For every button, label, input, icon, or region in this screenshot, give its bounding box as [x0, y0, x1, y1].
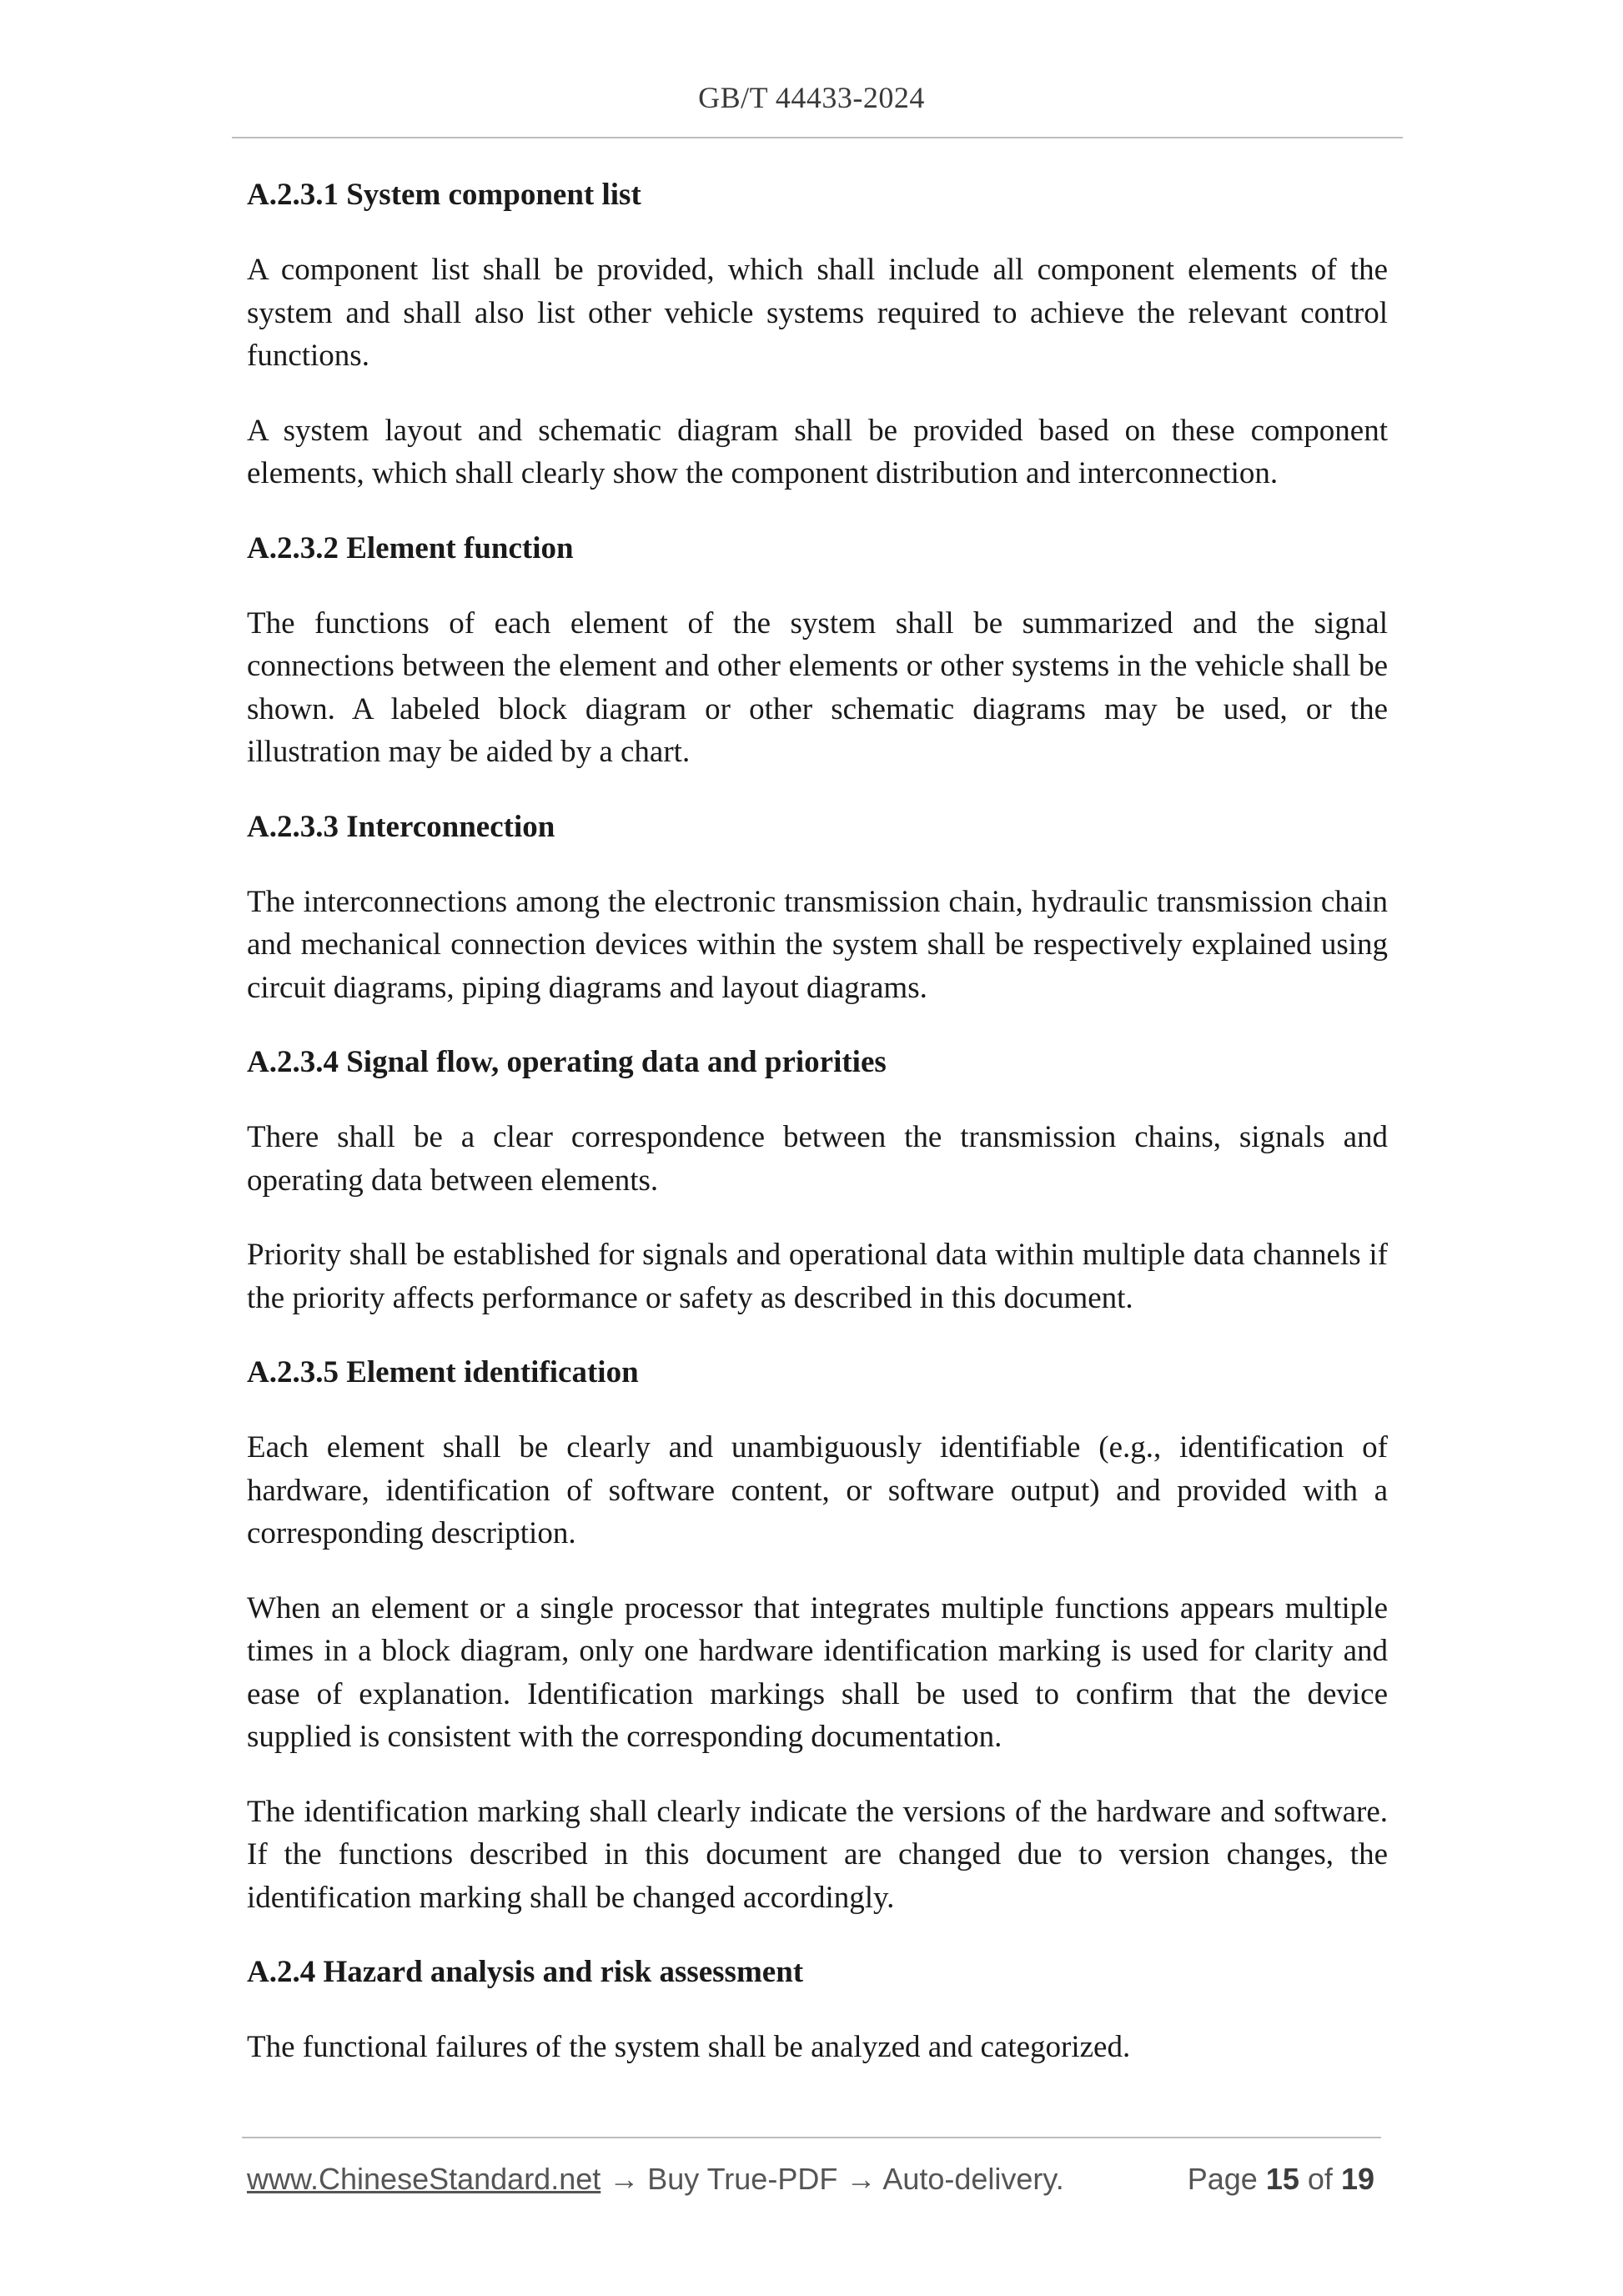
document-body [247, 173, 1388, 2101]
current-page: 15 [1265, 2162, 1299, 2196]
paragraph: The identification marking shall clearly indicate the versions of the hardware and software. If the functions described in this document are changed due to version changes, the identification marking shall be changed accordingly. [247, 1794, 1388, 1915]
footer-promo [247, 2156, 1064, 2203]
of-label: of [1307, 2162, 1333, 2196]
paragraph: The interconnections among the electronic transmission chain, hydraulic transmission chain and mechanical connection devices within the system shall be respectively explained using circuit diagrams, piping diagrams and layout diagrams. [247, 884, 1388, 1005]
paragraph: A system layout and schematic diagram shall be provided based on these component elements, which shall clearly show the component distribution and interconnection. [247, 413, 1388, 490]
paragraph: When an element or a single processor that integrates multiple functions appears multiple times in a block diagram, only one hardware identification marking is used for clarity and ease of explanation. Identification markings shall be used to confirm that the device supplied is consistent with the corresponding documentation. [247, 1590, 1388, 1754]
section-heading: A.2.3.2 Element function [247, 530, 574, 565]
paragraph: The functions of each element of the system shall be summarized and the signal connections between the element and other elements or other systems in the vehicle shall be shown. A labeled block diagram or other schematic diagrams may be used, or the illustration may be aided by a chart. [247, 605, 1388, 769]
total-pages: 19 [1340, 2162, 1374, 2196]
section-heading: A.2.3.1 System component list [247, 178, 641, 212]
section-heading: A.2.3.4 Signal flow, operating data and priorities [247, 1045, 887, 1079]
section-heading: A.2.3.5 Element identification [247, 1355, 639, 1389]
paragraph: A component list shall be provided, which shall include all component elements of the system and shall also list other vehicle systems required to achieve the relevant control functions. [247, 253, 1388, 373]
paragraph: Each element shall be clearly and unambiguously identifiable (e.g., identification of hardware, identification of software content, or software output) and provided with a corresponding description. [247, 1430, 1388, 1550]
paragraph: The functional failures of the system shall be analyzed and categorized. [247, 2030, 1131, 2064]
document-id-header: GB/T 44433-2024 [698, 81, 925, 114]
page-label: Page [1187, 2162, 1258, 2196]
header-divider [232, 137, 1403, 138]
footer-promo-text: → Buy True-PDF → Auto-delivery. [600, 2162, 1064, 2196]
website-link[interactable]: www.ChineseStandard.net [247, 2162, 601, 2196]
section-heading: A.2.4 Hazard analysis and risk assessment [247, 1955, 804, 1989]
paragraph: Priority shall be established for signals and operational data within multiple data channels if the priority affects performance or safety as described in this document. [247, 1238, 1388, 1315]
page-footer [247, 2156, 1381, 2203]
section-heading: A.2.3.3 Interconnection [247, 809, 555, 844]
page-number [1188, 2156, 1374, 2203]
footer-divider [242, 2137, 1381, 2138]
paragraph: There shall be a clear correspondence between the transmission chains, signals and operating data between elements. [247, 1120, 1388, 1198]
